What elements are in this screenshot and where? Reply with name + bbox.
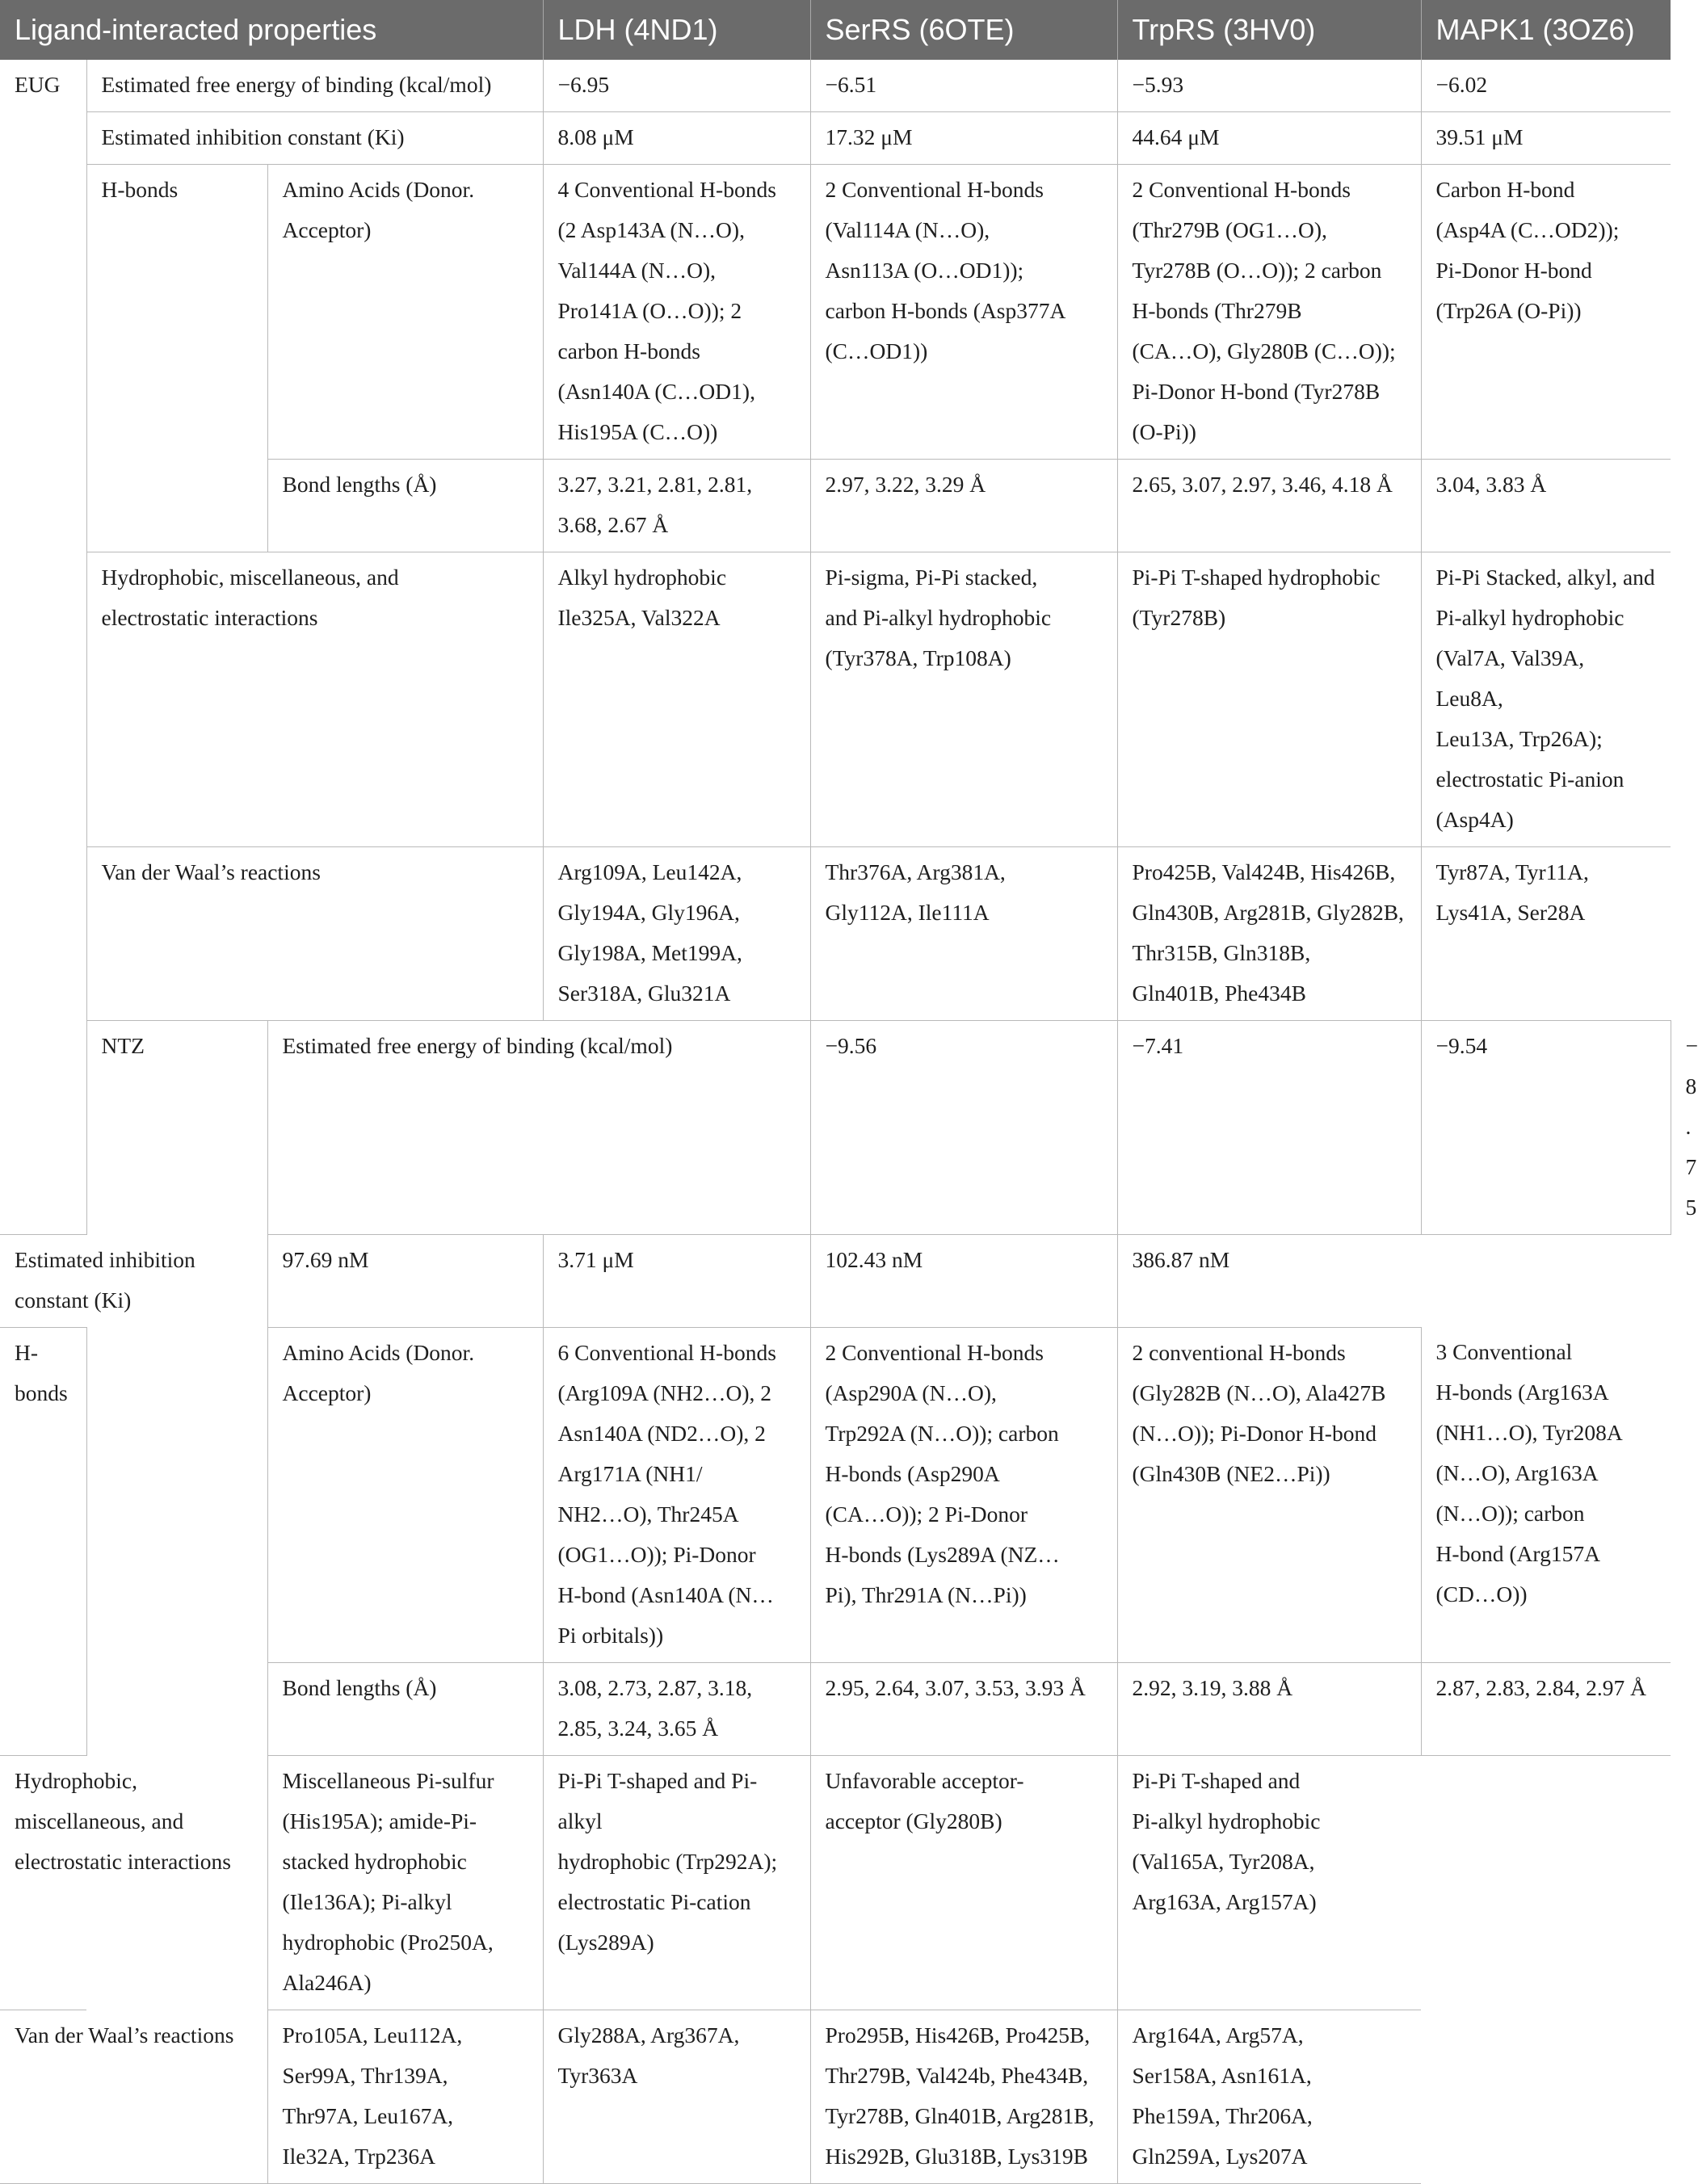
cell: 3.71 μM: [543, 1234, 810, 1327]
cell: 2.95, 2.64, 3.07, 3.53, 3.93 Å: [810, 1662, 1117, 1755]
header-trprs: TrpRS (3HV0): [1117, 0, 1421, 60]
row-label-hbonds: H-bonds: [0, 1327, 86, 1755]
cell: Pi-Pi Stacked, alkyl, and Pi-alkyl hydrophobic (Val7A, Val39A, Leu8A, Leu13A, Trp26A); electrostatic Pi-anion (Asp4A): [1421, 552, 1671, 847]
header-mapk1: MAPK1 (3OZ6): [1421, 0, 1671, 60]
table-row: NTZ Estimated free energy of binding (kcal/mol) −9.56 −7.41 −9.54 −8.75: [0, 1021, 1671, 1235]
cell: −6.51: [810, 60, 1117, 112]
table-header-row: [0, 0, 1671, 60]
row-label-hbonds: H-bonds: [86, 165, 267, 552]
cell: 3 Conventional H-bonds (Arg163A (NH1…O), Tyr208A (N…O), Arg163A (N…O)); carbon H-bond (Arg157A (CD…O)): [1421, 1327, 1671, 1662]
cell: Tyr87A, Tyr11A, Lys41A, Ser28A: [1421, 847, 1671, 1021]
table-row: [0, 60, 1671, 112]
cell: −6.02: [1421, 60, 1671, 112]
row-label-hydrophobic: Hydrophobic, miscellaneous, and electrostatic interactions: [0, 1755, 267, 2010]
row-label-hydrophobic: Hydrophobic, miscellaneous, and electrostatic interactions: [86, 552, 543, 847]
cell: Pi-Pi T-shaped and Pi-alkyl hydrophobic (Trp292A); electrostatic Pi-cation (Lys289A): [543, 1755, 810, 2010]
row-label-free-energy: Estimated free energy of binding (kcal/mol): [267, 1021, 810, 1235]
row-label-free-energy: Estimated free energy of binding (kcal/mol): [86, 60, 543, 112]
cell: Unfavorable acceptor- acceptor (Gly280B): [810, 1755, 1117, 2010]
header-properties: Ligand-interacted properties: [0, 0, 543, 60]
cell: 2 Conventional H-bonds (Asp290A (N…O), Trp292A (N…O)); carbon H-bonds (Asp290A (CA…O)); 2 Pi-Donor H-bonds (Lys289A (NZ… Pi), Thr291A (N…Pi)): [810, 1327, 1117, 1662]
cell: Arg109A, Leu142A, Gly194A, Gly196A, Gly198A, Met199A, Ser318A, Glu321A: [543, 847, 810, 1021]
table-row: [0, 165, 1671, 460]
cell: 44.64 μM: [1117, 112, 1421, 165]
row-sublabel-amino-acids: Amino Acids (Donor. Acceptor): [267, 165, 543, 460]
table-row: [0, 1755, 1671, 2010]
cell: −9.54: [1421, 1021, 1671, 1235]
table-row: [0, 112, 1671, 165]
cell: 2.97, 3.22, 3.29 Å: [810, 460, 1117, 552]
table-row: [0, 552, 1671, 847]
cell: 2.87, 2.83, 2.84, 2.97 Å: [1421, 1662, 1671, 1755]
cell: −9.56: [810, 1021, 1117, 1235]
cell: −6.95: [543, 60, 810, 112]
row-sublabel-amino-acids: Amino Acids (Donor. Acceptor): [267, 1327, 543, 1662]
cell: 8.08 μM: [543, 112, 810, 165]
cell: −5.93: [1117, 60, 1421, 112]
cell: 2 Conventional H-bonds (Val114A (N…O), Asn113A (O…OD1)); carbon H-bonds (Asp377A (C…OD1)): [810, 165, 1117, 460]
header-serrs: SerRS (6OTE): [810, 0, 1117, 60]
cell: Alkyl hydrophobic Ile325A, Val322A: [543, 552, 810, 847]
cell: Pro295B, His426B, Pro425B, Thr279B, Val424b, Phe434B, Tyr278B, Gln401B, Arg281B, His292B, Glu318B, Lys319B: [810, 2010, 1117, 2183]
group-label-eug: EUG: [0, 60, 86, 1234]
cell: 2.92, 3.19, 3.88 Å: [1117, 1662, 1421, 1755]
row-label-ki: Estimated inhibition constant (Ki): [86, 112, 543, 165]
cell: Pro105A, Leu112A, Ser99A, Thr139A, Thr97A, Leu167A, Ile32A, Trp236A: [267, 2010, 543, 2183]
cell: 3.04, 3.83 Å: [1421, 460, 1671, 552]
cell: Gly288A, Arg367A, Tyr363A: [543, 2010, 810, 2183]
cell: Pi-sigma, Pi-Pi stacked, and Pi-alkyl hydrophobic (Tyr378A, Trp108A): [810, 552, 1117, 847]
cell: 2.65, 3.07, 2.97, 3.46, 4.18 Å: [1117, 460, 1421, 552]
row-label-vdw: Van der Waal’s reactions: [0, 2010, 267, 2183]
cell: 2 Conventional H-bonds (Thr279B (OG1…O), Tyr278B (O…O)); 2 carbon H-bonds (Thr279B (CA…O), Gly280B (C…O)); Pi-Donor H-bond (Tyr278B (O-Pi)): [1117, 165, 1421, 460]
table-row: [0, 2010, 1671, 2183]
cell: Arg164A, Arg57A, Ser158A, Asn161A, Phe159A, Thr206A, Gln259A, Lys207A: [1117, 2010, 1421, 2183]
cell: 97.69 nM: [267, 1234, 543, 1327]
table-row: [0, 1234, 1671, 1327]
cell: −7.41: [1117, 1021, 1421, 1235]
table-row: [0, 847, 1671, 1021]
cell: Thr376A, Arg381A, Gly112A, Ile111A: [810, 847, 1117, 1021]
cell: 386.87 nM: [1117, 1234, 1421, 1327]
cell: 102.43 nM: [810, 1234, 1117, 1327]
cell: 2 conventional H-bonds (Gly282B (N…O), Ala427B (N…O)); Pi-Donor H-bond (Gln430B (NE2…Pi)): [1117, 1327, 1421, 1662]
cell: Miscellaneous Pi-sulfur (His195A); amide-Pi- stacked hydrophobic (Ile136A); Pi-alkyl hydrophobic (Pro250A, Ala246A): [267, 1755, 543, 2010]
cell: Pro425B, Val424B, His426B, Gln430B, Arg281B, Gly282B, Thr315B, Gln318B, Gln401B, Phe434B: [1117, 847, 1421, 1021]
row-sublabel-bond-lengths: Bond lengths (Å): [267, 460, 543, 552]
row-label-ki: Estimated inhibition constant (Ki): [0, 1234, 267, 1327]
cell: Carbon H-bond (Asp4A (C…OD2)); Pi-Donor H-bond (Trp26A (O-Pi)): [1421, 165, 1671, 460]
cell: 39.51 μM: [1421, 112, 1671, 165]
row-sublabel-bond-lengths: Bond lengths (Å): [267, 1662, 543, 1755]
header-ldh: LDH (4ND1): [543, 0, 810, 60]
cell: 6 Conventional H-bonds (Arg109A (NH2…O), 2 Asn140A (ND2…O), 2 Arg171A (NH1/ NH2…O), Thr245A (OG1…O)); Pi-Donor H-bond (Asn140A (N… Pi orbitals)): [543, 1327, 810, 1662]
cell: Pi-Pi T-shaped hydrophobic (Tyr278B): [1117, 552, 1421, 847]
cell: 3.27, 3.21, 2.81, 2.81, 3.68, 2.67 Å: [543, 460, 810, 552]
cell: Pi-Pi T-shaped and Pi-alkyl hydrophobic (Val165A, Tyr208A, Arg163A, Arg157A): [1117, 1755, 1421, 2010]
cell: 4 Conventional H-bonds (2 Asp143A (N…O), Val144A (N…O), Pro141A (O…O)); 2 carbon H-bonds (Asn140A (C…OD1), His195A (C…O)): [543, 165, 810, 460]
cell: 17.32 μM: [810, 112, 1117, 165]
row-label-vdw: Van der Waal’s reactions: [86, 847, 543, 1021]
cell: 3.08, 2.73, 2.87, 3.18, 2.85, 3.24, 3.65 Å: [543, 1662, 810, 1755]
group-label-ntz: NTZ: [86, 1021, 267, 2184]
